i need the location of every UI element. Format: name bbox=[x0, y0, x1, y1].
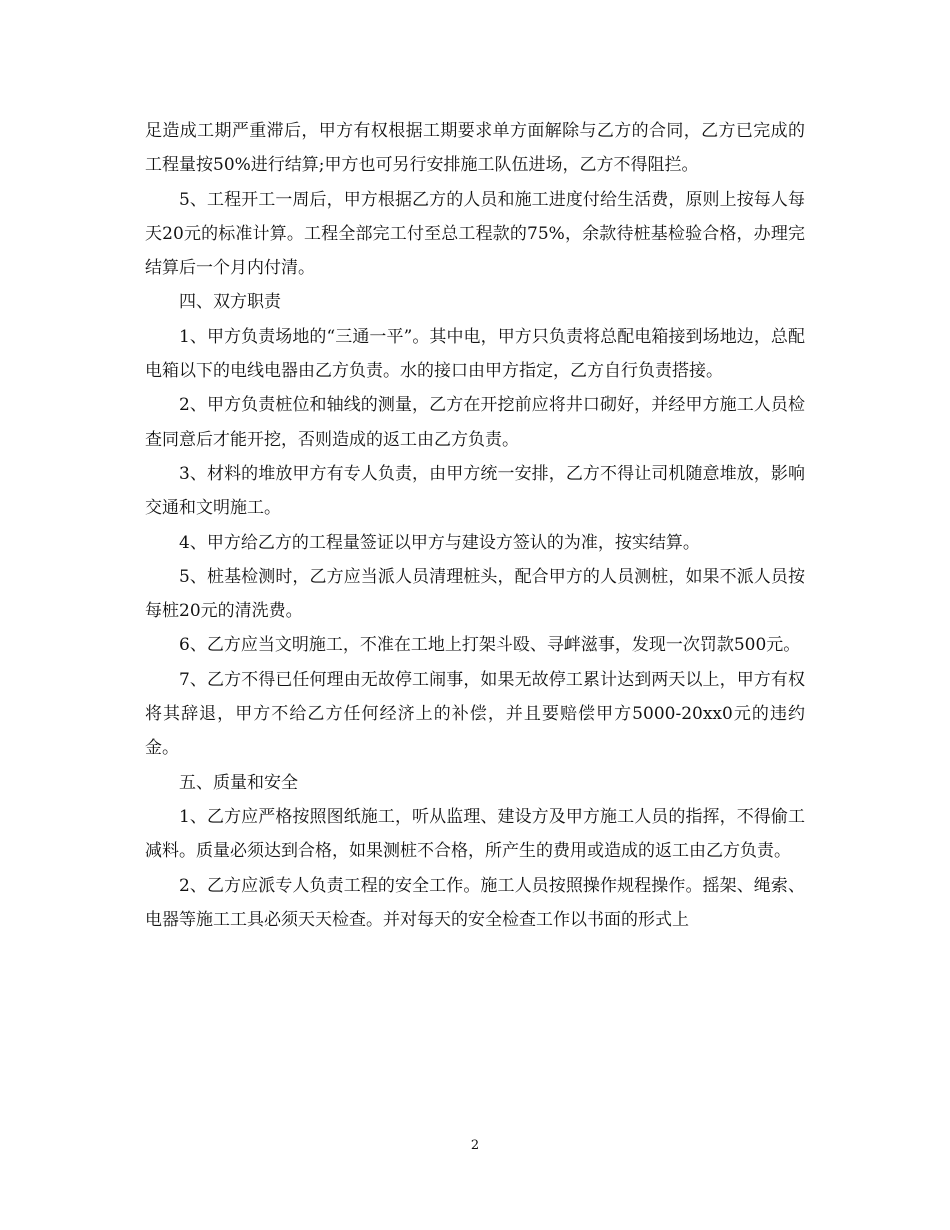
paragraph-clause-4-4: 4、甲方给乙方的工程量签证以甲方与建设方签认的为准，按实结算。 bbox=[179, 532, 700, 553]
paragraph-clause-4-5: 5、桩基检测时，乙方应当派人员清理桩头，配合甲方的人员测桩，如果不派人员按每桩20元的清洗费。 bbox=[145, 566, 805, 622]
section-heading-quality-safety: 五、质量和安全 bbox=[179, 772, 298, 793]
paragraph-clause-4-7: 7、乙方不得已任何理由无故停工闹事，如果无故停工累计达到两天以上，甲方有权将其辞退，甲方不给乙方任何经济上的补偿，并且要赔偿甲方5000-20xx0元的违约金。 bbox=[145, 669, 805, 759]
document-body bbox=[145, 114, 805, 937]
paragraph-clause-4-6: 6、乙方应当文明施工，不准在工地上打架斗殴、寻衅滋事，发现一次罚款500元。 bbox=[179, 635, 801, 656]
paragraph-continuation: 足造成工期严重滞后，甲方有权根据工期要求单方面解除与乙方的合同，乙方已完成的工程量按50%进行结算;甲方也可另行安排施工队伍进场，乙方不得阻拦。 bbox=[145, 121, 805, 176]
paragraph-clause-4-3: 3、材料的堆放甲方有专人负责，由甲方统一安排，乙方不得让司机随意堆放，影响交通和文明施工。 bbox=[145, 463, 805, 519]
paragraph-clause-5-1: 1、乙方应严格按照图纸施工，听从监理、建设方及甲方施工人员的指挥，不得偷工减料。质量必须达到合格，如果测桩不合格，所产生的费用或造成的返工由乙方负责。 bbox=[145, 806, 805, 862]
section-heading-duties: 四、双方职责 bbox=[179, 292, 281, 313]
paragraph-clause-4-1: 1、甲方负责场地的“三通一平”。其中电，甲方只负责将总配电箱接到场地边，总配电箱以下的电线电器由乙方负责。水的接口由甲方指定，乙方自行负责搭接。 bbox=[145, 326, 805, 382]
paragraph-clause-5-2: 2、乙方应派专人负责工程的安全工作。施工人员按照操作规程操作。摇架、绳索、电器等施工工具必须天天检查。并对每天的安全检查工作以书面的形式上 bbox=[145, 875, 805, 930]
paragraph-clause-3-5: 5、工程开工一周后，甲方根据乙方的人员和施工进度付给生活费，原则上按每人每天20元的标准计算。工程全部完工付至总工程款的75%，余款待桩基检验合格，办理完结算后一个月内付清。 bbox=[145, 189, 805, 279]
paragraph-clause-4-2: 2、甲方负责桩位和轴线的测量，乙方在开挖前应将井口砌好，并经甲方施工人员检查同意后才能开挖，否则造成的返工由乙方负责。 bbox=[145, 395, 805, 450]
page-number: 2 bbox=[470, 1138, 480, 1153]
